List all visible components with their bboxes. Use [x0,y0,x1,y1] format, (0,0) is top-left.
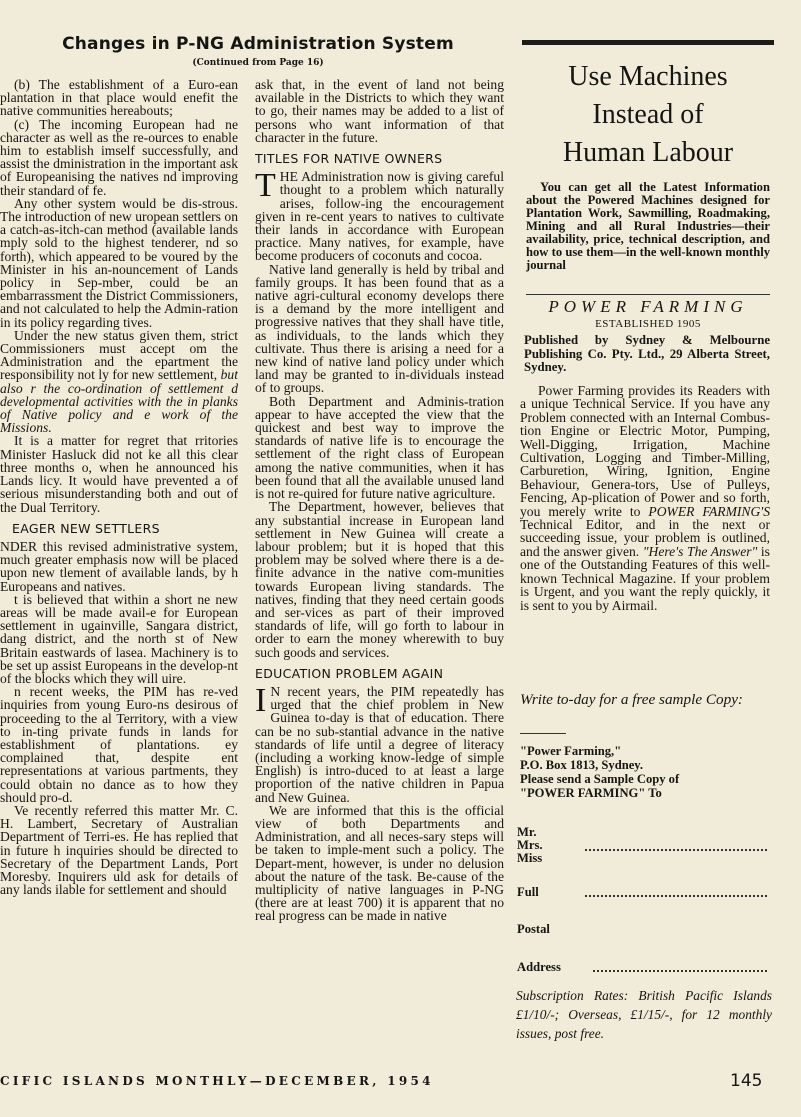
ad-top-rule [522,40,774,45]
address-line: P.O. Box 1813, Sydney. [520,758,644,772]
article-headline: Changes in P-NG Administration System [62,34,454,54]
section-heading: EAGER NEW SETTLERS [12,520,160,536]
paragraph: t is believed that within a short ne new areas will be made avail-e for European settlement in ugainville, Sangara district, dang district, and the north st of New Britain eastwards of lasea. Machinery is to be set up assist Europeans in the develop-nt of the blocks which they will uire. [0,591,238,686]
running-footer: CIFIC ISLANDS MONTHLY—DECEMBER, 1954 [0,1074,434,1088]
form-dotted-line [593,970,767,972]
paragraph: It is a matter for regret that rritories Minister Hasluck did not ke all this clear three months o, when he announced his Lands licy. It would have prevented a of serious misunderstanding both and out of the Dual Territory. [0,433,238,515]
continued-note: (Continued from Page 16) [192,58,324,68]
italic-text: but also r the co-ordination of settlement d developmental activities with the in planks of Native policy and e work of the Missions. [0,367,238,436]
form-address-field[interactable] [517,961,773,974]
address-line: "Power Farming," [520,744,622,758]
paragraph [0,329,238,435]
ad-title-line: Instead of [592,99,704,130]
form-label: Mrs. [517,838,543,852]
paragraph: The Department, however, believes that any substantial increase in European land settlement in New Guinea will create a labour problem; but it is hoped that this problem may be solved where there is a de-finite advance in the native com-munities towards European living standards. The natives, finding that they need certain goods and ser-vices as part of their improved standards of life, will go forth to labour in order to earn the money wherewith to buy such goods and services. [255,499,504,660]
paragraph: ask that, in the event of land not being available in the Districts to which they want to go, their names may be added to a list of persons who want information of that character in the future. [255,78,504,145]
paragraph: We are informed that this is the official view of both Departments and Administration, and all neces-sary steps will be taken to imple-ment such a policy. The Depart-ment, however, is under no delusion about the nature of the task. Be-cause of the multiplicity of native languages in P-NG (there are at least 700) it is apparent that no real progress can be made in native [255,802,504,924]
paragraph: (b) The establishment of a Euro-ean plantation in that place would enefit the native communities hereabouts; [0,78,238,119]
article-column-1 [0,78,238,1051]
ad-title [522,58,774,172]
form-label: Full [517,885,539,899]
ad-divider [526,294,770,295]
service-text: Technical Editor, and in the next or succeeding issue, your problem is outlined, and the answer given. [520,517,770,559]
form-dotted-line [585,895,767,897]
ad-title-line: Use Machines [568,61,728,92]
form-label: Address [517,960,561,974]
paragraph [255,167,504,264]
ad-brand: POWER FARMING [548,297,748,316]
service-text: is one of the Outstanding Features of this well-known Technical Magazine. If your problem is Urgent, and you want the reply quickly, it is sent to you by Airmail. [520,543,770,613]
ad-publisher: Published by Sydney & Melbourne Publishing Co. Pty. Ltd., 29 Alberta Street, Sydney. [524,333,770,375]
paragraph: Ve recently referred this matter Mr. C. H. Lambert, Secretary of Australian Department of Terri-es. He has replied that in future h inquiries should be directed to Secretary of the Department Lands, Port Moresby. Inquirers uld ask for details of any lands ilable for settlement and should [0,802,238,898]
ad-subscription-rates: Subscription Rates: British Pacific Islands £1/10/-; Overseas, £1/15/-, for 12 monthly issues, post free. [516,988,772,1041]
ad-intro: You can get all the Latest Information about the Powered Machines designed for Plantation Work, Sawmilling, Roadmaking, Mining and all Rural Industries—their availability, price, technical description, and how to use them—in the well-known monthly journal [526,180,770,272]
form-label: Postal [517,922,550,936]
ad-title-line: Human Labour [562,137,734,168]
paragraph: Native land generally is held by tribal and family groups. It has been found that as a native agri-cultural economy develops there is a demand by the more intelligent and progressive natives that they shall have title, as individuals, to the lands which they cultivate. Thus there is arising a need for a new kind of native land policy under which land may be granted to in-dividuals instead of to groups. [255,261,504,396]
ad-call-to-action: Write to-day for a free sample Copy: [520,691,743,708]
ad-address [520,744,772,800]
service-italic: "Here's The Answer" [642,543,758,559]
article-column-2 [255,78,504,1058]
paragraph-text: HE Administration now is giving careful thought to a problem which naturally arises, follow-ing the encouragement given in re-cent years to natives to cultivate their lands in accordance with European practice. Many natives, for example, have become producers of coconuts and cocoa. [255,169,504,264]
paragraph-text: N recent years, the PIM repeatedly has urged that the chief problem in New Guinea to-day is that of education. There can be no sub-stantial advance in the native standards of life until a degree of literacy (including a working know-ledge of simple English) is intro-duced to at least a large proportion of the native children in Papua and New Guinea. [255,683,504,805]
address-line: "POWER FARMING" To [520,786,662,800]
paragraph: n recent weeks, the PIM has re-ved inquiries from young Euro-ns desirous of proceeding to the al Territory, with a view to in-ting private funds in lands for establishment of plantations. ey complained that, despite ent representations at various partments, they could obtain no dance as to how they should pro-d. [0,684,238,805]
service-text: Power Farming provides its Readers with a unique Technical Service. If you have any Problem connected with an Internal Combus-tion Engine or Electric Motor, Pumping, Well-Digging, Irrigation, Machine Cultivation, Logging and Timber-Milling, Carburetion, Wiring, Ignition, Engine Behaviour, Genera-tors, Use of Pulleys, Fencing, Ap-plication of Power and so forth, you merely write to [520,383,770,519]
paragraph: (c) The incoming European had ne character as well as the re-ources to enable him to establish imself successfully, and assist the dministration in the important ask of Europeanising the natives nd improving their standard of fe. [0,116,238,198]
ad-service-text [520,384,770,612]
form-dotted-line [585,849,767,851]
paragraph: Both Department and Adminis-tration appear to have accepted the view that the quickest and best way to improve the standards of native life is to encourage the settlement of the right class of European among the native communities, when it has been found that all the available unused land is not re-quired for future native agriculture. [255,393,504,502]
section-heading: TITLES FOR NATIVE OWNERS [255,151,443,167]
section-heading: EDUCATION PROBLEM AGAIN [255,665,444,681]
form-postal-field[interactable] [517,923,773,936]
paragraph-text: Under the new status given them, strict Commissioners must accept om the Administration and the epartment the responsibility not ly for new settlement, [0,327,238,383]
paragraph: NDER this revised administrative system, much greater emphasis now will be placed upon new tlement of available lands, by h Europeans and natives. [0,538,238,594]
address-line: Please send a Sample Copy of [520,772,680,786]
service-italic: POWER FARMING'S [648,503,771,519]
drop-cap: I [255,681,267,719]
paragraph: Any other system would be dis-strous. The introduction of new uropean settlers on a catch-as-itch-can method (available lands mply sold to the highest tenderer, nd so forth), which appeared to be voured by the Minister in his an-nouncement of Lands policy in Sep-mber, could be an embarrassment the District Commissioners, and not calculated to help the Admin-ration in its policy regarding tives. [0,195,238,330]
form-full-field[interactable] [517,886,773,899]
ad-short-rule [520,733,566,734]
ad-established: ESTABLISHED 1905 [595,318,701,330]
page-number: 145 [730,1071,763,1091]
form-label: Mr. [517,825,537,839]
form-name-field[interactable] [517,826,773,865]
form-label: Miss [517,851,543,865]
paragraph [255,681,504,805]
drop-cap: T [255,167,276,205]
